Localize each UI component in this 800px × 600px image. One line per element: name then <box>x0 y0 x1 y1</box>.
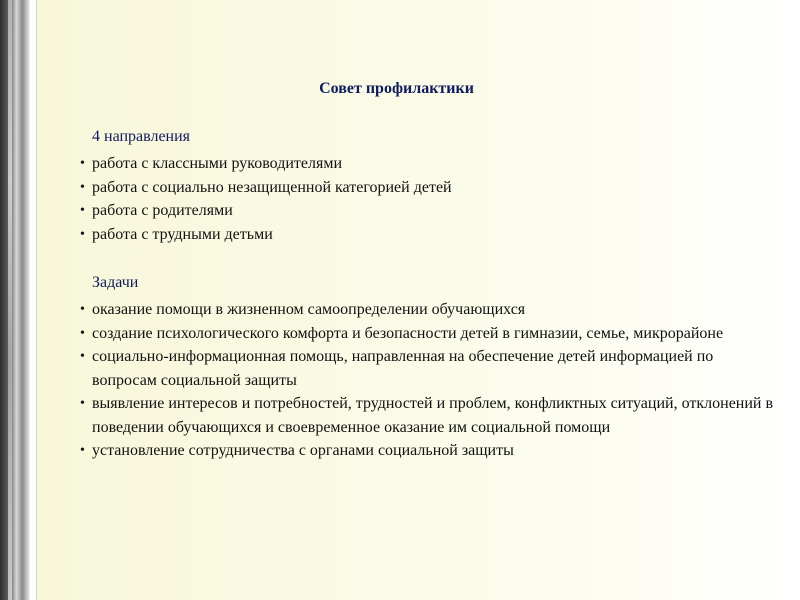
list-item: • социально-информационная помощь, направленная на обеспечение детей информацией по вопросам социальной защиты <box>80 345 780 392</box>
list-item: • оказание помощи в жизненном самоопределении обучающихся <box>80 298 780 322</box>
tasks-list <box>80 298 780 463</box>
list-item: • работа с трудными детьми <box>80 223 780 247</box>
tasks-heading: Задачи <box>92 274 139 291</box>
list-item: • работа с социально незащищенной категорией детей <box>80 176 780 200</box>
list-item: • работа с классными руководителями <box>80 152 780 176</box>
list-item: • работа с родителями <box>80 199 780 223</box>
list-item: • создание психологического комфорта и безопасности детей в гимназии, семье, микрорайоне <box>80 322 780 346</box>
directions-list <box>80 152 780 246</box>
list-item: • выявление интересов и потребностей, трудностей и проблем, конфликтных ситуаций, отклонений в поведении обучающихся и своевременное оказание им социальной помощи <box>80 392 780 439</box>
slide-title: Совет профилактики <box>319 80 474 97</box>
list-item: • установление сотрудничества с органами социальной защиты <box>80 439 780 463</box>
directions-heading: 4 направления <box>92 128 191 145</box>
